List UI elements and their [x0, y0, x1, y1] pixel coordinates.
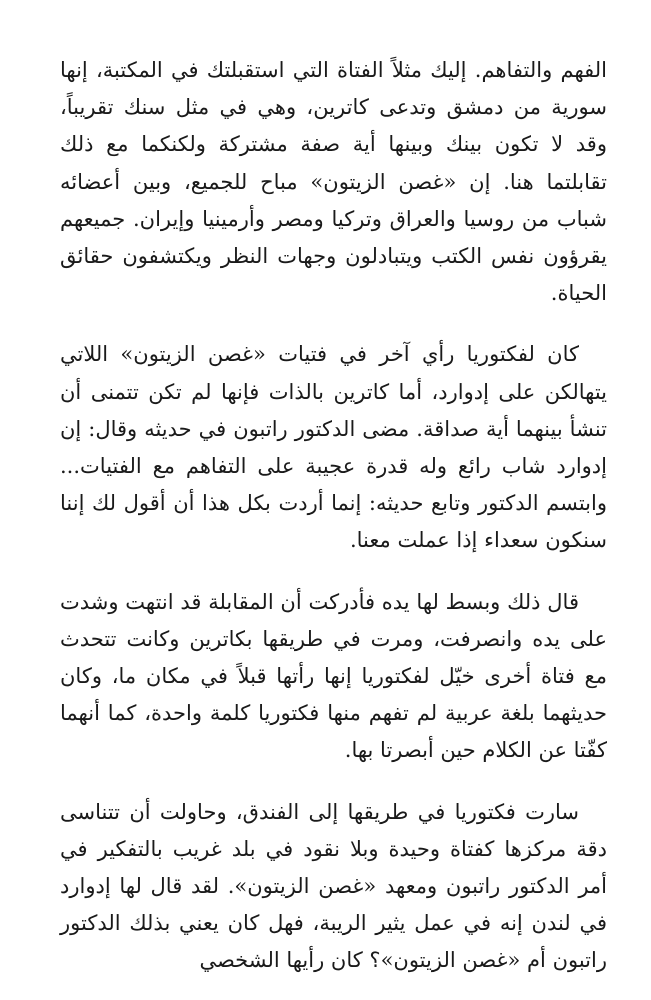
paragraph-1: الفهم والتفاهم. إليك مثلاً الفتاة التي استقبلتك في المكتبة، إنها سورية من دمشق وتدعى كاترين، وهي في مثل سنك تقريباً، وقد لا تكون بينك وبينها أية صفة مشتركة ولكنكما مع ذلك تقابلتما هنا. إن «غصن الزيتون» مباح للجميع، وبين أعضائه شباب من روسيا والعراق وتركيا ومصر وأرمينيا وإيران. جميعهم يقرؤون نفس الكتب ويتبادلون وجهات النظر ويكتشفون حقائق الحياة.: [60, 58, 607, 306]
paragraph-2: كان لفكتوريا رأي آخر في فتيات «غصن الزيتون» اللاتي يتهالكن على إدوارد، أما كاترين بالذات فإنها لم تكن تتمنى أن تنشأ بينهما أية صداقة. مضى الدكتور راتبون في حديثه وقال: إن إدوارد شاب رائع وله قدرة عجيبة على التفاهم مع الفتيات... وابتسم الدكتور وتابع حديثه: إنما أردت بكل هذا أن أقول لك إننا سنكون سعداء إذا عملت معنا.: [60, 342, 607, 553]
paragraph-4: سارت فكتوريا في طريقها إلى الفندق، وحاولت أن تتناسى دقة مركزها كفتاة وحيدة وبلا نقود في بلد غريب بالتفكير في أمر الدكتور راتبون ومعهد «غصن الزيتون». لقد قال لها إدوارد في لندن إنه في عمل يثير الريبة، فهل كان يعني بذلك الدكتور راتبون أم «غصن الزيتون»؟ كان رأيها الشخصي: [60, 799, 607, 973]
paragraph-3: قال ذلك وبسط لها يده فأدركت أن المقابلة قد انتهت وشدت على يده وانصرفت، ومرت في طريقها بكاترين وكانت تتحدث مع فتاة أخرى خيّل لفكتوريا إنها رأتها قبلاً في مكان ما، وكان حديثهما بلغة عربية لم تفهم منها فكتوريا كلمة واحدة، كما أنهما كفّتا عن الكلام حين أبصرتا بها.: [60, 589, 607, 763]
